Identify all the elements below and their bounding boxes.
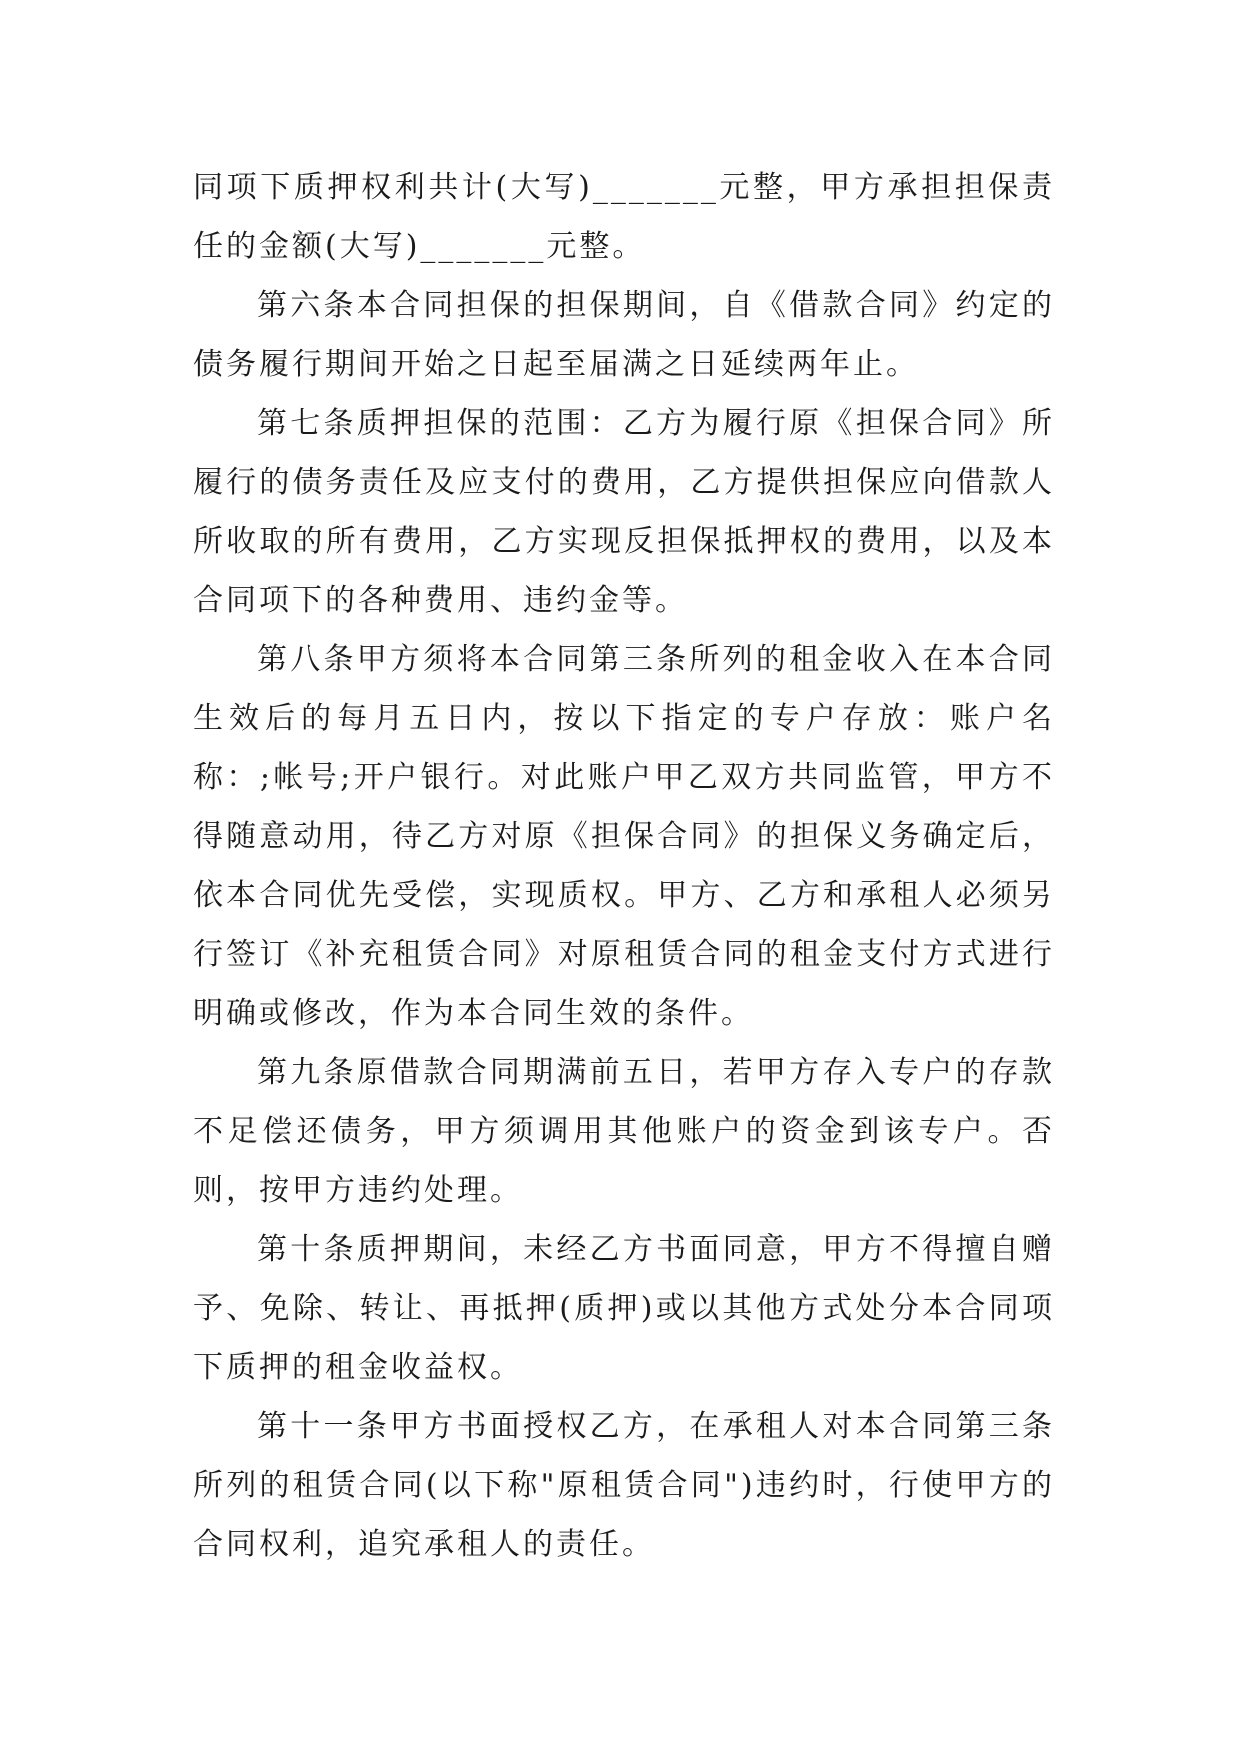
paragraph-article-7: 第七条质押担保的范围：乙方为履行原《担保合同》所履行的债务责任及应支付的费用，乙方提供担保应向借款人所收取的所有费用，乙方实现反担保抵押权的费用，以及本合同项下的各种费用、违约金等。	[193, 406, 1055, 618]
paragraph-continuation: 同项下质押权利共计(大写)_______元整，甲方承担担保责任的金额(大写)_______元整。	[193, 170, 1055, 264]
paragraph-article-6: 第六条本合同担保的担保期间，自《借款合同》约定的债务履行期间开始之日起至届满之日延续两年止。	[193, 288, 1055, 382]
paragraph-article-11: 第十一条甲方书面授权乙方，在承租人对本合同第三条所列的租赁合同(以下称"原租赁合同")违约时，行使甲方的合同权利，追究承租人的责任。	[193, 1409, 1055, 1562]
paragraph-article-8: 第八条甲方须将本合同第三条所列的租金收入在本合同生效后的每月五日内，按以下指定的专户存放：账户名称：;帐号;开户银行。对此账户甲乙双方共同监管，甲方不得随意动用，待乙方对原《担保合同》的担保义务确定后，依本合同优先受偿，实现质权。甲方、乙方和承租人必须另行签订《补充租赁合同》对原租赁合同的租金支付方式进行明确或修改，作为本合同生效的条件。	[193, 642, 1055, 1031]
paragraph-article-10: 第十条质押期间，未经乙方书面同意，甲方不得擅自赠予、免除、转让、再抵押(质押)或以其他方式处分本合同项下质押的租金收益权。	[193, 1232, 1055, 1385]
paragraph-article-9: 第九条原借款合同期满前五日，若甲方存入专户的存款不足偿还债务，甲方须调用其他账户的资金到该专户。否则，按甲方违约处理。	[193, 1055, 1055, 1208]
document-body	[193, 158, 1055, 1574]
